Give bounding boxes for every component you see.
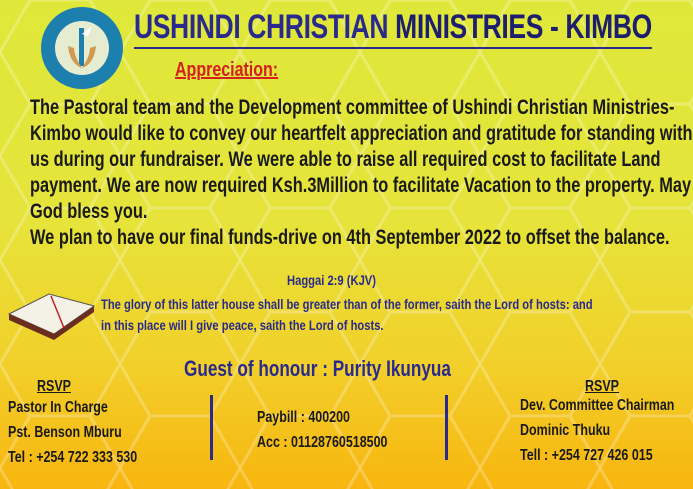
appreciation-heading: Appreciation: (175, 59, 279, 81)
rsvp-left (8, 395, 137, 470)
chairman-phone: Tell : +254 727 426 015 (520, 447, 653, 464)
page-title (134, 8, 652, 49)
appreciation-paragraph: The Pastoral team and the Development committee of Ushindi Christian Ministries-Kimbo would like to convey our heartfelt appreciation and gratitude for standing with us during our fundraiser. We were able to raise all required cost to facilitate Land payment. We are now required Ksh.3Million to facilitate Vacation to the property. May God bless you. (30, 96, 693, 223)
guest-of-honour: Guest of honour : Purity Ikunyua (184, 356, 451, 381)
pastor-name: Pst. Benson Mburu (8, 424, 122, 441)
chairman-role: Dev. Committee Chairman (520, 397, 675, 414)
pastor-role: Pastor In Charge (8, 399, 108, 416)
pastor-phone: Tel : +254 722 333 530 (8, 449, 138, 466)
scripture-verse: The glory of this latter house shall be greater than of the former, saith the Lord of hosts: and in this place will I give peace, saith the Lord of hosts. (101, 296, 593, 333)
scripture-reference: Haggai 2:9 (KJV) (287, 272, 376, 288)
rsvp-right (520, 393, 674, 468)
title-part2: MINISTRIES - KIMBO (395, 8, 652, 46)
divider (445, 395, 448, 460)
payment-details (257, 405, 387, 455)
body-text (30, 95, 693, 251)
funds-drive-plan: We plan to have our final funds-drive on 4th September 2022 to offset the balance. (30, 226, 670, 249)
open-bible-icon (4, 284, 99, 344)
account-number: Acc : 01128760518500 (257, 434, 388, 451)
title-part1: USHINDI CHRISTIAN (134, 8, 389, 46)
ministry-logo (40, 6, 124, 90)
rsvp-left-label: RSVP (37, 378, 71, 395)
chairman-name: Dominic Thuku (520, 422, 611, 439)
paybill-number: Paybill : 400200 (257, 409, 350, 426)
rsvp-right-label: RSVP (585, 378, 619, 395)
divider (210, 395, 213, 460)
